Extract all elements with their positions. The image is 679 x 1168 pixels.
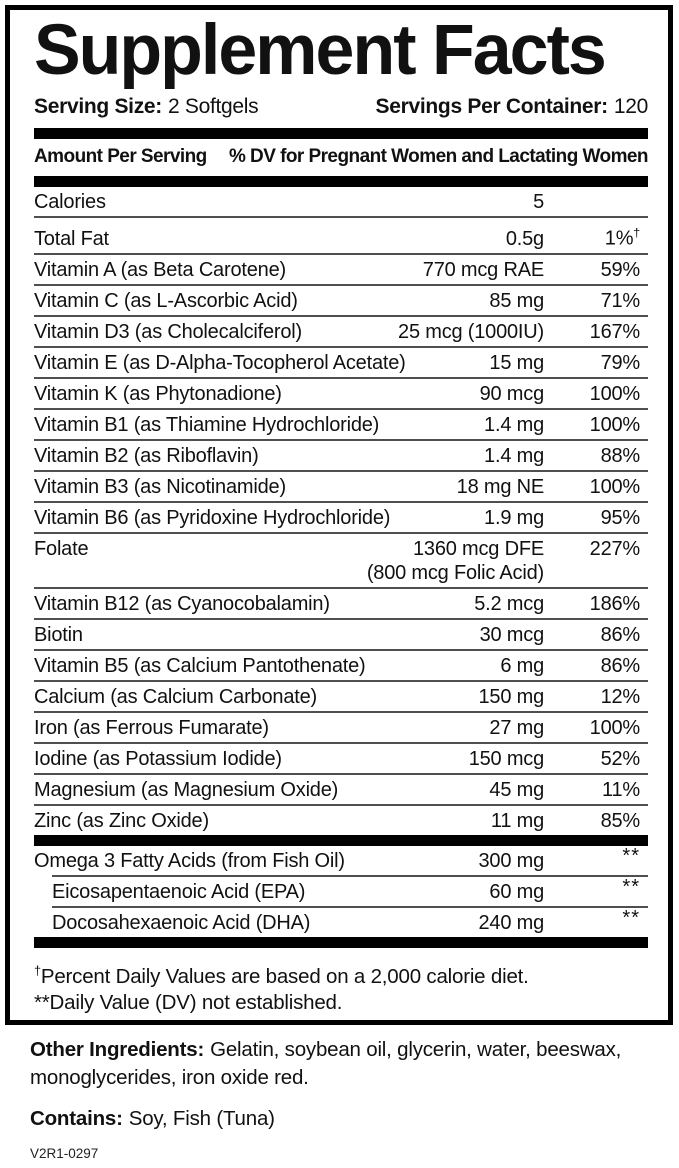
table-row xyxy=(34,187,648,218)
nutrient-dv xyxy=(544,875,648,904)
nutrient-amount: 15 mg xyxy=(489,351,544,374)
table-row xyxy=(34,682,648,713)
nutrient-amount-line2: (800 mcg Folic Acid) xyxy=(366,561,544,584)
dv-column-header: % DV for Pregnant Women and Lactating Women xyxy=(228,146,648,167)
serving-size-value: 2 Softgels xyxy=(167,95,259,118)
nutrient-amount: 45 mg xyxy=(489,778,544,801)
nutrient-amount: 27 mg xyxy=(489,716,544,739)
serving-info-row xyxy=(34,95,648,119)
nutrient-name: Vitamin D3 (as Cholecalciferol) xyxy=(34,320,302,343)
nutrient-dv: 85% xyxy=(600,809,640,832)
table-row xyxy=(34,410,648,441)
lot-code: V2R1-0297 xyxy=(30,1146,99,1161)
table-row xyxy=(34,503,648,534)
nutrient-amount: 90 mcg xyxy=(479,382,544,405)
nutrient-name: Omega 3 Fatty Acids (from Fish Oil) xyxy=(34,849,345,872)
servings-per-container xyxy=(376,95,648,119)
other-ingredients-label: Other Ingredients: xyxy=(30,1038,205,1061)
nutrient-dv: 52% xyxy=(600,747,640,770)
servings-per-container-label: Servings Per Container: xyxy=(375,95,608,118)
nutrient-name: Vitamin K (as Phytonadione) xyxy=(34,382,282,405)
nutrient-dv: 227% xyxy=(589,537,640,560)
nutrient-amount: 0.5g xyxy=(505,227,544,250)
table-row xyxy=(34,775,648,806)
table-row xyxy=(34,534,648,589)
nutrient-dv: 100% xyxy=(589,382,640,405)
nutrient-dv xyxy=(544,906,648,935)
table-row xyxy=(52,875,648,906)
divider-bar-top xyxy=(34,128,648,139)
table-row xyxy=(52,906,648,937)
nutrient-name: Vitamin B2 (as Riboflavin) xyxy=(34,444,259,467)
contains-label: Contains: xyxy=(30,1107,123,1130)
servings-per-container-value: 120 xyxy=(613,95,648,118)
contains-statement xyxy=(30,1105,655,1133)
nutrient-dv xyxy=(544,844,648,873)
nutrient-amount: 150 mcg xyxy=(468,747,544,770)
nutrient-dv: 79% xyxy=(600,351,640,374)
table-row xyxy=(34,218,648,255)
serving-size-label: Serving Size: xyxy=(34,95,162,118)
table-row xyxy=(34,441,648,472)
divider-bar-omega xyxy=(34,835,648,846)
nutrient-amount: 30 mcg xyxy=(479,623,544,646)
nutrient-amount: 25 mcg (1000IU) xyxy=(398,320,544,343)
other-ingredients-text: Gelatin, soybean oil, glycerin, water, beeswax, monoglycerides, iron oxide red. xyxy=(30,1038,622,1089)
nutrient-amount: 300 mg xyxy=(478,849,544,872)
nutrient-amount: 1360 mcg DFE (800 mcg Folic Acid) xyxy=(366,537,544,584)
serving-size xyxy=(34,95,258,119)
nutrient-amount: 5 xyxy=(533,191,544,213)
table-row xyxy=(34,472,648,503)
nutrient-name: Vitamin C (as L-Ascorbic Acid) xyxy=(34,289,298,312)
nutrient-name: Zinc (as Zinc Oxide) xyxy=(34,809,209,832)
dv-not-established-marker: ** xyxy=(622,875,640,898)
nutrient-name: Docosahexaenoic Acid (DHA) xyxy=(52,911,311,934)
nutrient-name: Iron (as Ferrous Fumarate) xyxy=(34,716,269,739)
omega-table xyxy=(34,846,648,937)
nutrient-dv: 95% xyxy=(600,506,640,529)
nutrient-name: Calories xyxy=(34,191,106,213)
nutrient-dv: 11% xyxy=(602,778,640,801)
nutrient-dv: 100% xyxy=(589,716,640,739)
divider-bar-header xyxy=(34,176,648,187)
nutrient-name: Magnesium (as Magnesium Oxide) xyxy=(34,778,339,801)
nutrient-name: Folate xyxy=(34,537,89,560)
table-row xyxy=(34,806,648,835)
divider-bar-footnotes xyxy=(34,937,648,948)
table-row xyxy=(34,846,648,875)
footnote-daily-values xyxy=(34,957,648,990)
nutrient-dv: 88% xyxy=(600,444,640,467)
nutrient-amount: 150 mg xyxy=(478,685,544,708)
dv-footnote-marker: † xyxy=(633,226,640,240)
nutrient-name: Total Fat xyxy=(34,227,109,250)
table-column-header xyxy=(34,139,648,176)
nutrient-amount: 85 mg xyxy=(489,289,544,312)
footnote-daily-values-text: Percent Daily Values are based on a 2,000 calorie diet. xyxy=(40,964,529,988)
nutrient-amount: 1.4 mg xyxy=(484,413,544,436)
nutrient-amount: 6 mg xyxy=(500,654,544,677)
nutrient-dv: 59% xyxy=(600,258,640,281)
nutrient-name: Eicosapentaenoic Acid (EPA) xyxy=(52,880,306,903)
nutrient-dv: 86% xyxy=(600,654,640,677)
table-row xyxy=(34,255,648,286)
nutrient-name: Vitamin B3 (as Nicotinamide) xyxy=(34,475,286,498)
below-panel-info xyxy=(30,1036,655,1168)
table-row xyxy=(34,651,648,682)
nutrient-dv: 86% xyxy=(600,623,640,646)
nutrient-name: Vitamin E (as D-Alpha-Tocopherol Acetate) xyxy=(34,351,406,374)
footnote-not-established: **Daily Value (DV) not established. xyxy=(34,991,343,1015)
nutrient-amount: 18 mg NE xyxy=(456,475,544,498)
nutrient-amount: 60 mg xyxy=(489,880,544,903)
nutrient-table xyxy=(34,187,648,835)
dv-not-established-marker: ** xyxy=(622,844,640,867)
nutrient-amount: 1.4 mg xyxy=(484,444,544,467)
dagger-marker: † xyxy=(34,962,41,978)
nutrient-dv: 167% xyxy=(589,320,640,343)
table-row xyxy=(34,620,648,651)
nutrient-amount: 5.2 mcg xyxy=(474,592,544,615)
nutrient-name: Vitamin B5 (as Calcium Pantothenate) xyxy=(34,654,366,677)
nutrient-name: Vitamin B12 (as Cyanocobalamin) xyxy=(34,592,330,615)
footnotes xyxy=(34,948,648,1017)
nutrient-dv: 100% xyxy=(589,475,640,498)
nutrient-dv: 100% xyxy=(589,413,640,436)
contains-text: Soy, Fish (Tuna) xyxy=(128,1107,275,1130)
supplement-facts-panel xyxy=(5,5,673,1025)
nutrient-name: Vitamin A (as Beta Carotene) xyxy=(34,258,286,281)
nutrient-amount: 770 mcg RAE xyxy=(422,258,544,281)
nutrient-dv: 12% xyxy=(600,685,640,708)
nutrient-name: Iodine (as Potassium Iodide) xyxy=(34,747,282,770)
table-row xyxy=(34,348,648,379)
page-title: Supplement Facts xyxy=(34,11,605,90)
nutrient-dv: 71% xyxy=(600,289,640,312)
dv-not-established-marker: ** xyxy=(622,906,640,929)
nutrient-name: Biotin xyxy=(34,623,83,646)
nutrient-dv: 1%† xyxy=(604,226,640,250)
nutrient-name: Calcium (as Calcium Carbonate) xyxy=(34,685,317,708)
amount-column-header: Amount Per Serving xyxy=(34,146,207,167)
table-row xyxy=(34,744,648,775)
nutrient-name: Vitamin B6 (as Pyridoxine Hydrochloride) xyxy=(34,506,391,529)
nutrient-amount: 240 mg xyxy=(478,911,544,934)
table-row xyxy=(34,286,648,317)
nutrient-amount: 1.9 mg xyxy=(484,506,544,529)
table-row xyxy=(34,317,648,348)
table-row xyxy=(34,589,648,620)
table-row xyxy=(34,713,648,744)
other-ingredients xyxy=(30,1036,655,1092)
nutrient-amount: 11 mg xyxy=(490,809,544,832)
nutrient-dv: 186% xyxy=(589,592,640,615)
nutrient-name: Vitamin B1 (as Thiamine Hydrochloride) xyxy=(34,413,380,436)
table-row xyxy=(34,379,648,410)
